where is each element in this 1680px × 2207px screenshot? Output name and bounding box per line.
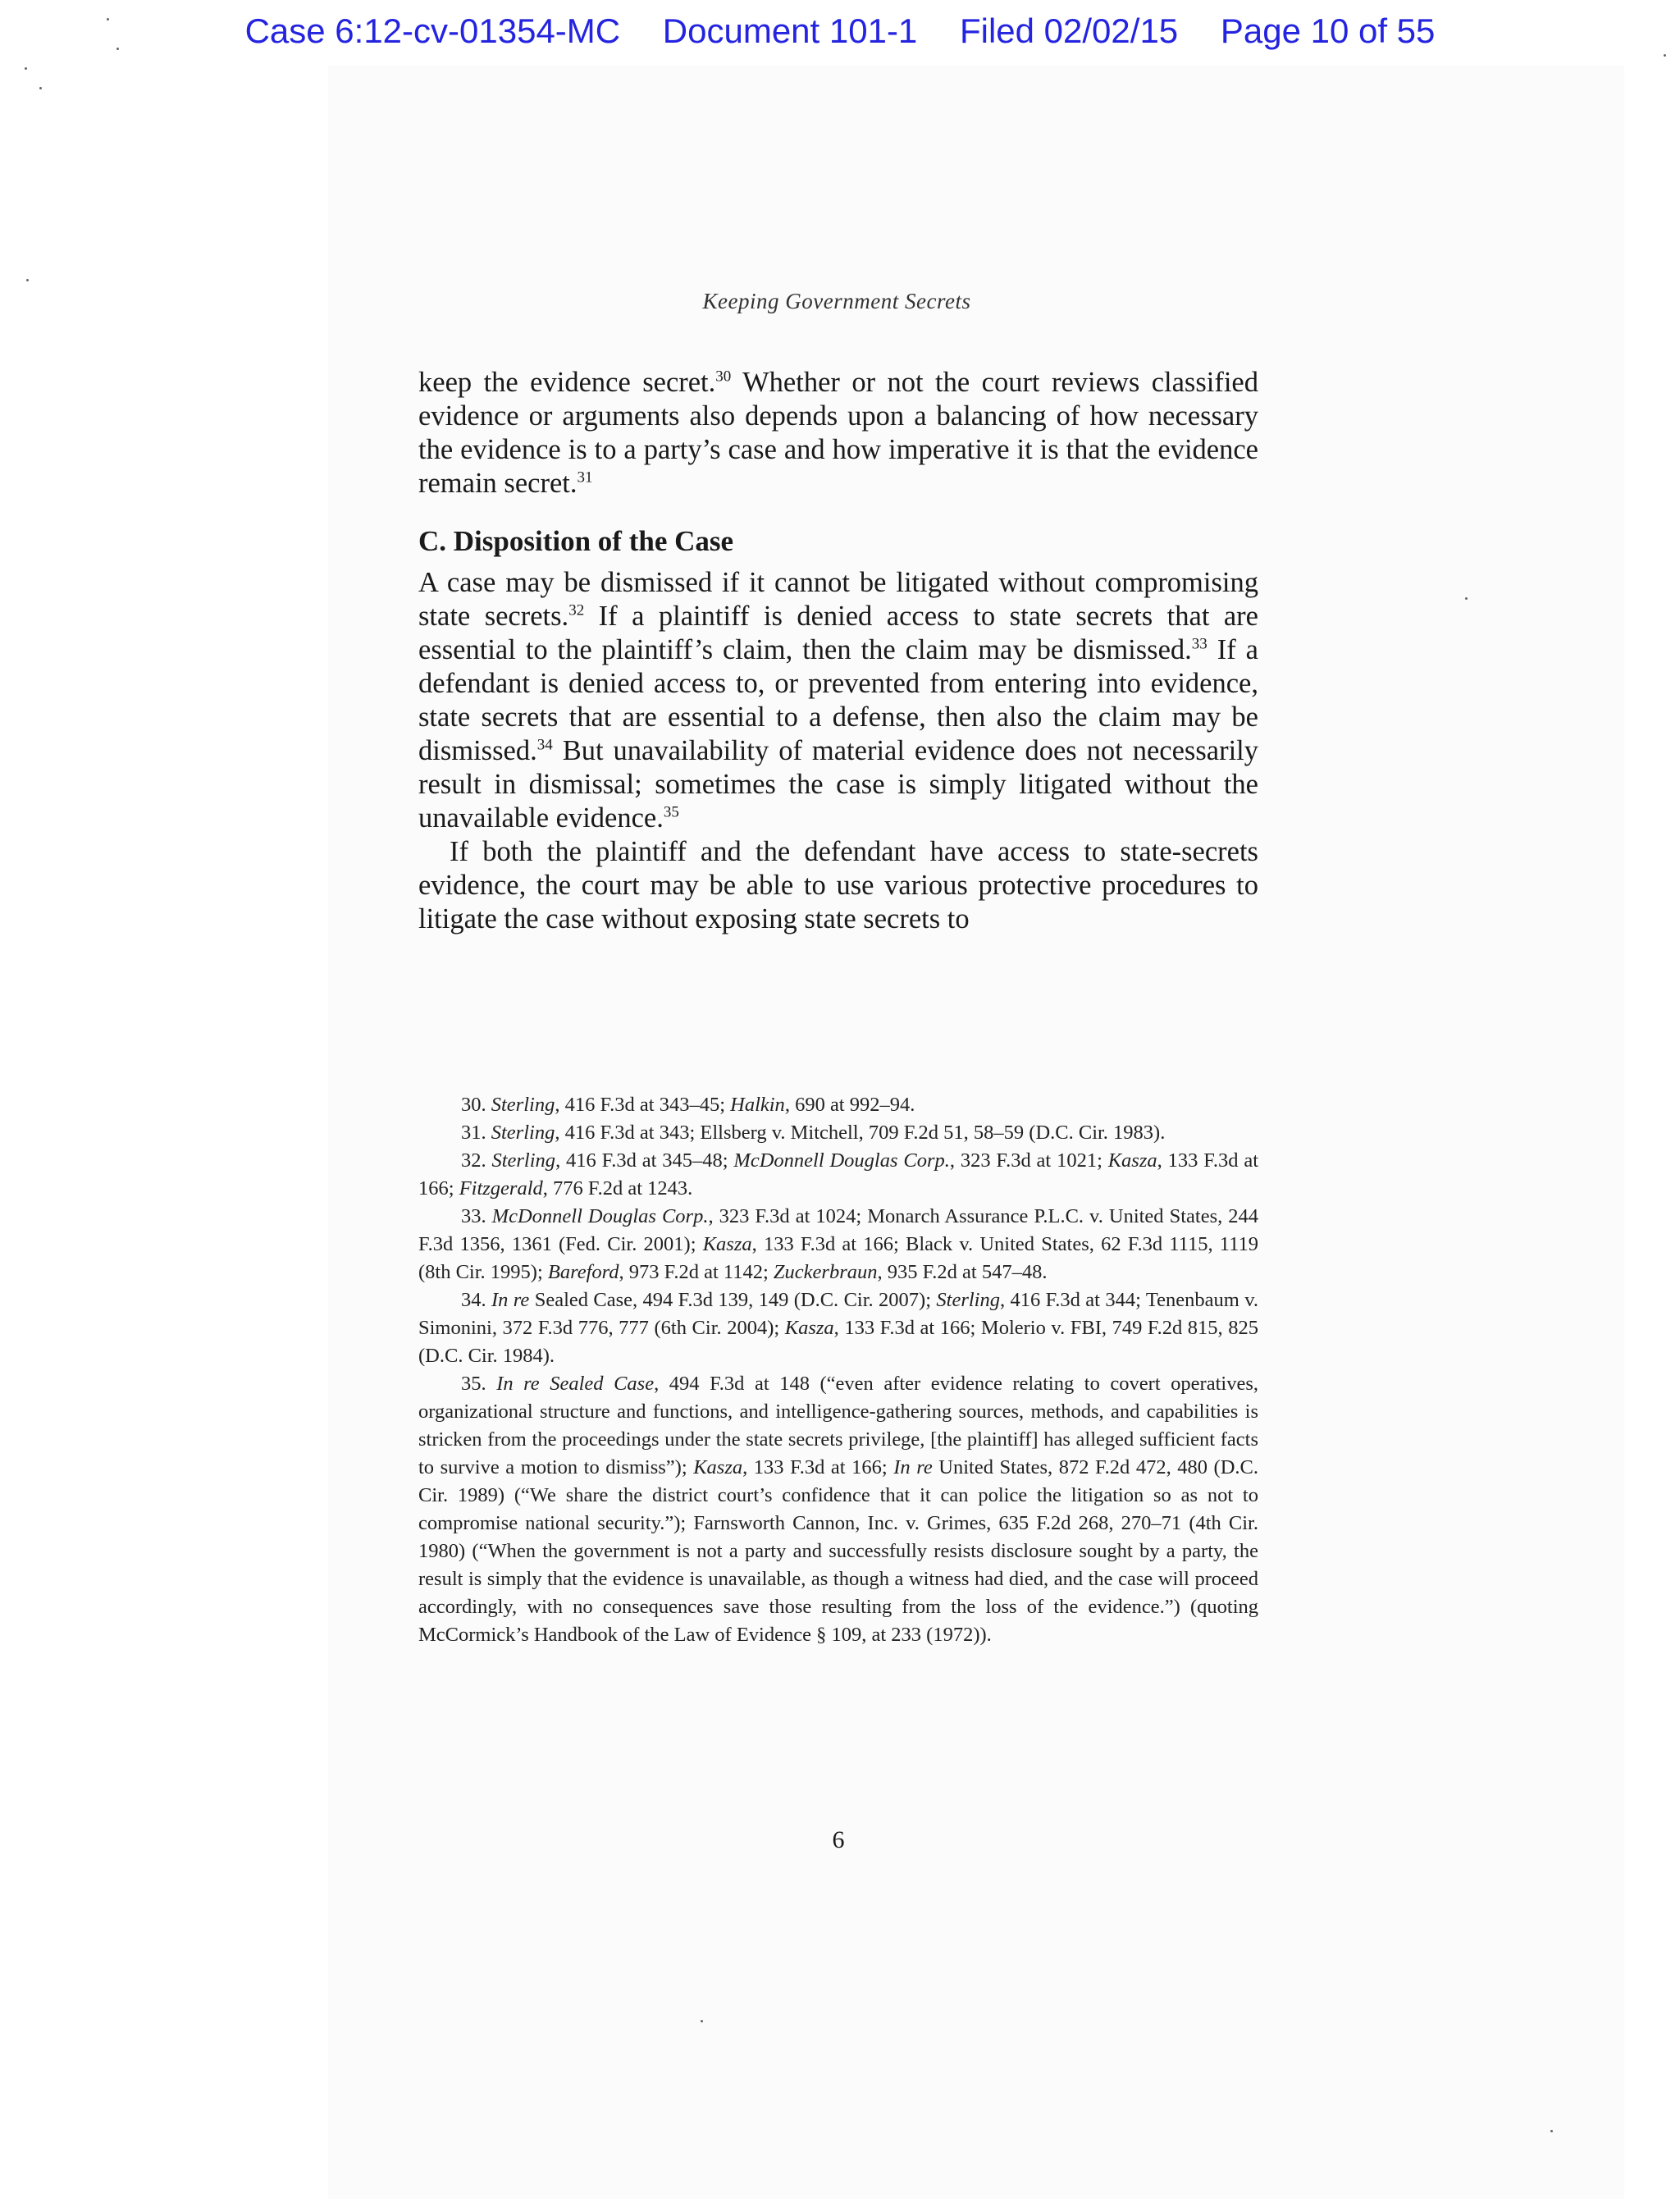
footnote-ref: 32 bbox=[568, 601, 585, 619]
footnote-35 bbox=[418, 1370, 1258, 1649]
citation-text: , 416 F.3d at 343–45; bbox=[555, 1094, 731, 1116]
citation-text: , 133 F.3d at 166; Black v. United States, 62 F.3d 1115, 1119 (8th Cir. 1995); bbox=[418, 1233, 1258, 1283]
case-name: Kasza bbox=[693, 1456, 743, 1478]
case-name: Sterling bbox=[491, 1149, 556, 1172]
scan-speck bbox=[25, 67, 27, 70]
footnote-number: 35. bbox=[461, 1373, 497, 1395]
footnote-number: 31. bbox=[461, 1122, 491, 1144]
citation-text: , 323 F.3d at 1021; bbox=[949, 1149, 1108, 1172]
filed-date: Filed 02/02/15 bbox=[959, 11, 1179, 50]
citation-text: , 935 F.2d at 547–48. bbox=[877, 1261, 1048, 1283]
footnote-number: 33. bbox=[461, 1205, 492, 1227]
footnote-ref: 31 bbox=[577, 468, 593, 487]
case-name: Kasza bbox=[784, 1317, 834, 1339]
paragraph-text: If a defendant is denied access to, or prevented from entering into evidence, state secrets that are essential to a defense, then also the claim may be dismissed. bbox=[418, 634, 1258, 766]
citation-text: , 973 F.2d at 1142; bbox=[619, 1261, 774, 1283]
citation-text: , 416 F.3d at 345–48; bbox=[555, 1149, 734, 1172]
footnote-31 bbox=[418, 1119, 1258, 1147]
citation-text: Sealed Case, 494 F.3d 139, 149 (D.C. Cir. 2007); bbox=[529, 1289, 937, 1311]
case-name: Sterling bbox=[491, 1094, 555, 1116]
case-name: McDonnell Douglas Corp. bbox=[491, 1205, 709, 1227]
case-name: Zuckerbraun bbox=[773, 1261, 878, 1283]
paragraph: If both the plaintiff and the defendant have access to state-secrets evidence, the court may be able to use various protective procedures to litigate the case without exposing state secrets to bbox=[418, 836, 1258, 934]
document-number: Document 101-1 bbox=[662, 11, 918, 50]
court-filing-stamp bbox=[0, 11, 1680, 51]
scan-speck bbox=[26, 279, 29, 281]
citation-text: , 416 F.3d at 344; Tenenbaum v. Simonini, 372 F.3d 776, 777 (6th Cir. 2004); bbox=[418, 1289, 1258, 1339]
footnote-32 bbox=[418, 1147, 1258, 1203]
citation-text: , 776 F.2d at 1243. bbox=[542, 1177, 693, 1199]
case-name: In re Sealed Case bbox=[496, 1373, 655, 1395]
case-name: McDonnell Douglas Corp. bbox=[733, 1149, 950, 1172]
footnote-number: 34. bbox=[461, 1289, 492, 1311]
case-name: Bareford bbox=[547, 1261, 619, 1283]
paragraph-text: keep the evidence secret. bbox=[418, 367, 716, 398]
page-count: Page 10 of 55 bbox=[1220, 11, 1436, 50]
footnote-34 bbox=[418, 1286, 1258, 1370]
section-heading: C. Disposition of the Case bbox=[418, 525, 734, 557]
scan-speck bbox=[1664, 54, 1666, 57]
case-name: Sterling bbox=[491, 1122, 555, 1144]
paragraph-text: A case may be dismissed if it cannot be litigated without compromising state secrets. bbox=[418, 567, 1258, 632]
paragraph bbox=[418, 566, 1258, 835]
citation-text: , 133 F.3d at 166; Molerio v. FBI, 749 F.2d 815, 825 (D.C. Cir. 1984). bbox=[418, 1317, 1258, 1367]
case-name: In re bbox=[893, 1456, 933, 1478]
case-name: Sterling bbox=[936, 1289, 1000, 1311]
running-head: Keeping Government Secrets bbox=[702, 289, 971, 313]
citation-text: , 690 at 992–94. bbox=[784, 1094, 915, 1116]
footnotes bbox=[418, 1091, 1258, 1649]
scan-speck bbox=[1465, 597, 1468, 600]
case-name: Fitzgerald bbox=[459, 1177, 543, 1199]
footnote-ref: 33 bbox=[1191, 635, 1208, 653]
footnote-ref: 34 bbox=[536, 736, 553, 754]
case-name: Halkin bbox=[730, 1094, 785, 1116]
footnote-ref: 30 bbox=[715, 368, 732, 386]
main-text bbox=[418, 366, 1258, 936]
citation-text: , 416 F.3d at 343; Ellsberg v. Mitchell, 709 F.2d 51, 58–59 (D.C. Cir. 1983). bbox=[555, 1122, 1166, 1144]
footnote-number: 32. bbox=[461, 1149, 492, 1172]
citation-text: United States, 872 F.2d 472, 480 (D.C. Cir. 1989) (“We share the district court’s confidence that it can police the litigation so as not to compromise national security.”); Farnsworth Cannon, Inc. v. Grimes, 635 F.2d 268, 270–71 (4th Cir. 1980) (“When the government is not a party and successfully resists disclosure sought by a party, the result is simply that the evidence is unavailable, as though a witness had died, and the case will proceed accordingly, with no consequences save those resulting from the loss of the evidence.”) (quoting McCormick’s Handbook of the Law of Evidence § 109, at 233 (1972)). bbox=[418, 1456, 1258, 1646]
scan-speck bbox=[1550, 2130, 1553, 2132]
citation-text: , 133 F.3d at 166; bbox=[742, 1456, 894, 1478]
paragraph-text: But unavailability of material evidence does not necessarily result in dismissal; sometimes the case is simply litigated without the unavailable evidence. bbox=[418, 735, 1258, 834]
citation-text: , 494 F.3d at 148 (“even after evidence relating to covert operatives, organizational structure and functions, and intelligence-gathering sources, methods, and capabilities is stricken from the proceedings under the state secrets privilege, [the plaintiff] has alleged sufficient facts to survive a motion to dismiss”); bbox=[418, 1373, 1258, 1478]
case-name: In re bbox=[491, 1289, 530, 1311]
scan-speck bbox=[39, 87, 42, 89]
paragraph bbox=[418, 366, 1258, 500]
case-number: Case 6:12-cv-01354-MC bbox=[244, 11, 621, 50]
citation-text: , 133 F.3d at 166; bbox=[418, 1149, 1259, 1199]
footnote-30 bbox=[418, 1091, 1258, 1119]
citation-text: , 323 F.3d at 1024; Monarch Assurance P.L.C. v. United States, 244 F.3d 1356, 1361 (Fed. Cir. 2001); bbox=[418, 1205, 1259, 1255]
case-name: Kasza bbox=[1107, 1149, 1157, 1172]
case-name: Kasza bbox=[702, 1233, 752, 1255]
footnote-number: 30. bbox=[461, 1094, 491, 1116]
page-number: 6 bbox=[832, 1826, 845, 1853]
paragraph-text: Whether or not the court reviews classified evidence or arguments also depends upon a balancing of how necessary the evidence is to a party’s case and how imperative it is that the evidence remain secret. bbox=[418, 367, 1258, 499]
paragraph-text: If a plaintiff is denied access to state secrets that are essential to the plaintiff’s claim, then the claim may be dismissed. bbox=[418, 601, 1258, 665]
footnote-ref: 35 bbox=[663, 803, 679, 821]
footnote-33 bbox=[418, 1203, 1258, 1286]
scan-speck bbox=[701, 2020, 703, 2022]
